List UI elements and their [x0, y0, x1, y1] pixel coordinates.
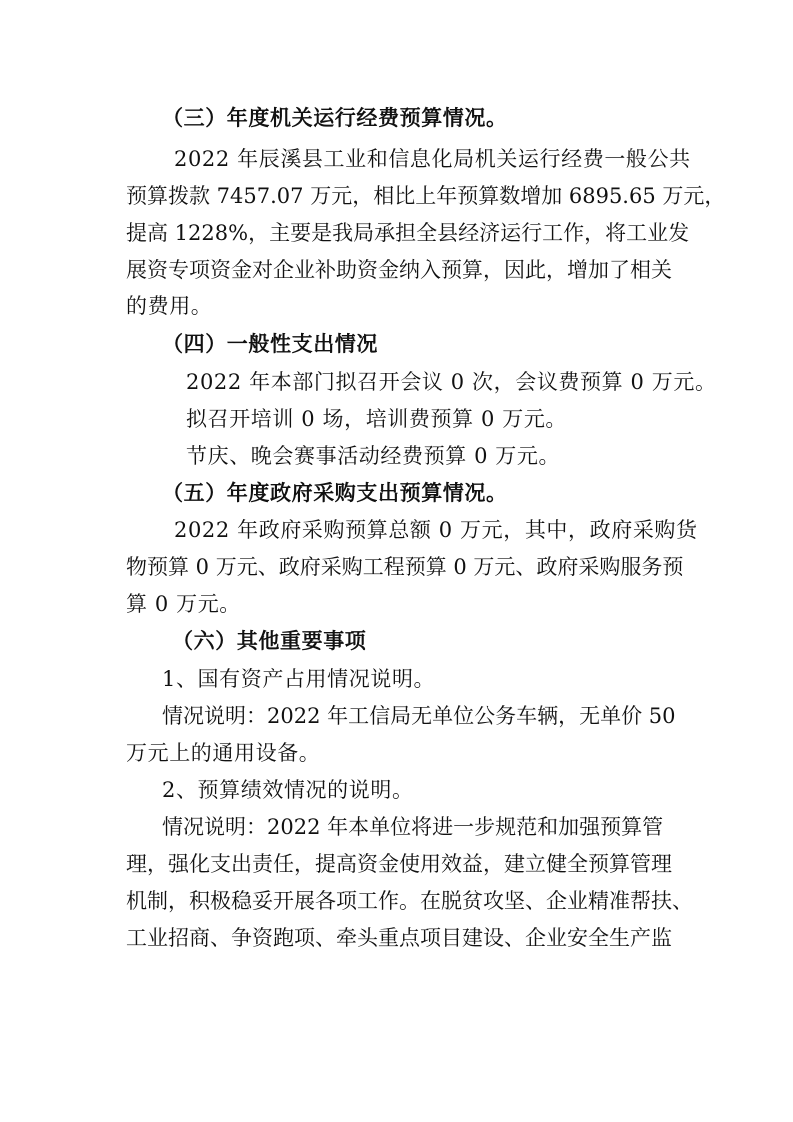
section6-item2-text-line-1: 情况说明：2022 年本单位将进一步规范和加强预算管 — [162, 815, 664, 839]
section6-item1-title: 1、国有资产占用情况说明。 — [162, 667, 436, 691]
section3-heading: （三）年度机关运行经费预算情况。 — [162, 105, 508, 130]
section6-heading: （六）其他重要事项 — [172, 628, 367, 653]
section6-item1-text-line-1: 情况说明：2022 年工信局无单位公务车辆，无单价 50 — [162, 704, 676, 728]
section6-item2-text-line-4: 工业招商、争资跑项、牵头重点项目建设、企业安全生产监 — [126, 926, 672, 950]
section6-item2-text-line-2: 理，强化支出责任，提高资金使用效益，建立健全预算管理 — [126, 852, 672, 876]
section3-para-line-2: 预算拨款 7457.07 万元，相比上年预算数增加 6895.65 万元， — [126, 184, 726, 208]
section5-para-line-2: 物预算 0 万元、政府采购工程预算 0 万元、政府采购服务预 — [126, 555, 684, 579]
section4-line-1: 2022 年本部门拟召开会议 0 次，会议费预算 0 万元。 — [186, 370, 717, 394]
section6-item1-text-line-2: 万元上的通用设备。 — [126, 741, 321, 765]
section4-line-2: 拟召开培训 0 场，培训费预算 0 万元。 — [186, 407, 568, 431]
section4-line-3: 节庆、晚会赛事活动经费预算 0 万元。 — [186, 444, 561, 468]
section4-heading: （四）一般性支出情况 — [162, 331, 378, 356]
section3-para-line-3: 提高 1228%，主要是我局承担全县经济运行工作，将工业发 — [126, 221, 690, 245]
section5-para-line-1: 2022 年政府采购预算总额 0 万元，其中，政府采购货 — [174, 518, 698, 542]
section3-para-line-5: 的费用。 — [126, 294, 213, 318]
section6-item2-text-line-3: 机制，积极稳妥开展各项工作。在脱贫攻坚、企业精准帮扶、 — [126, 889, 693, 913]
section3-para-line-1: 2022 年辰溪县工业和信息化局机关运行经费一般公共 — [174, 147, 691, 171]
section6-item2-title: 2、预算绩效情况的说明。 — [162, 778, 414, 802]
section5-para-line-3: 算 0 万元。 — [126, 592, 241, 616]
section5-heading: （五）年度政府采购支出预算情况。 — [162, 480, 508, 505]
section3-para-line-4: 展资专项资金对企业补助资金纳入预算，因此，增加了相关 — [126, 258, 672, 282]
